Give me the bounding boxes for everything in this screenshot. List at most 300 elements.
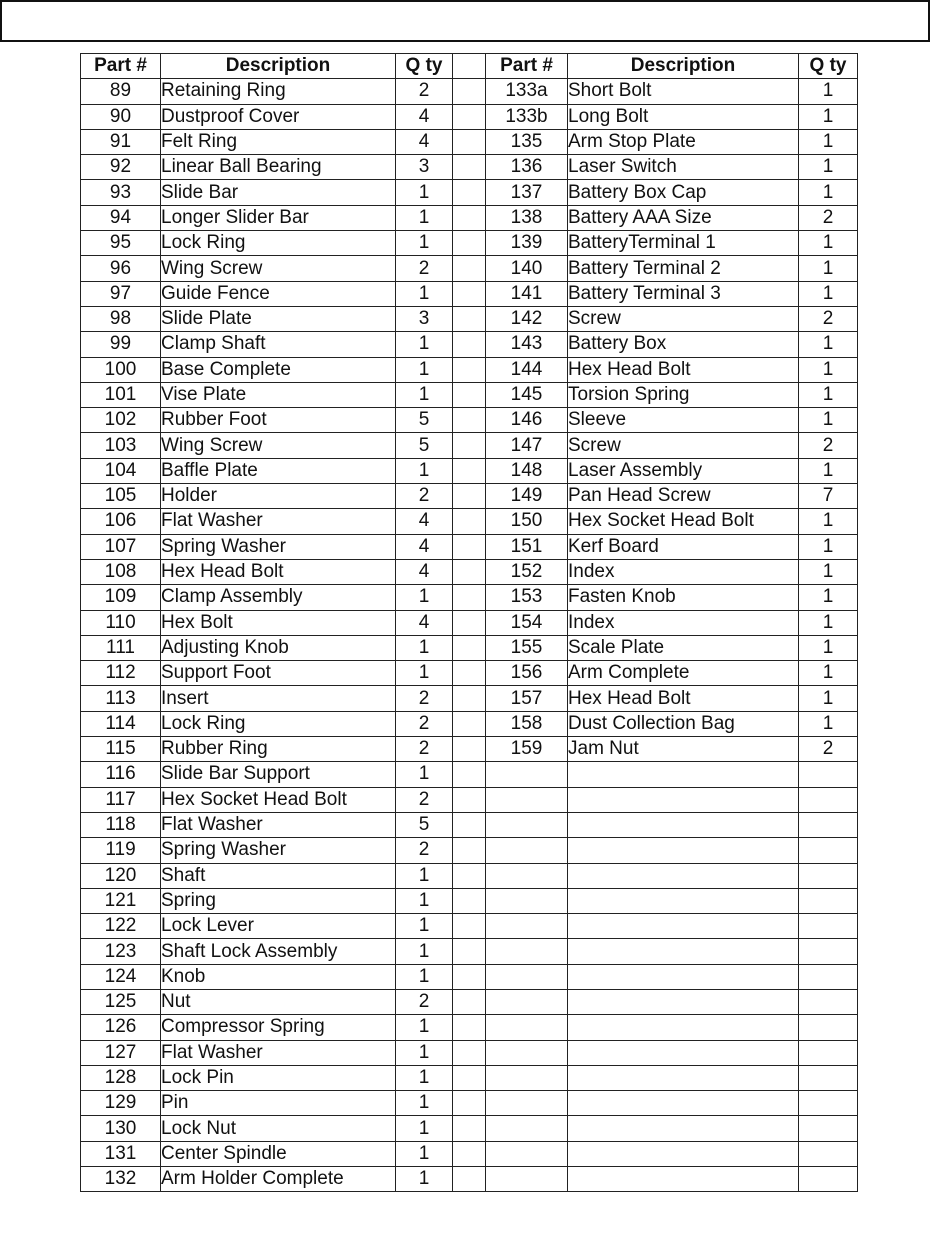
left-qty: 5 <box>396 433 453 458</box>
gap-cell <box>453 964 486 989</box>
right-description <box>568 888 799 913</box>
table-row <box>81 888 858 913</box>
gap-cell <box>453 1040 486 1065</box>
right-qty: 1 <box>799 104 858 129</box>
right-description: Dust Collection Bag <box>568 711 799 736</box>
left-description: Rubber Foot <box>161 408 396 433</box>
left-description: Clamp Shaft <box>161 332 396 357</box>
right-part-number: 139 <box>486 231 568 256</box>
left-description: Insert <box>161 686 396 711</box>
right-description: Battery Box Cap <box>568 180 799 205</box>
left-description: Spring <box>161 888 396 913</box>
left-description: Clamp Assembly <box>161 585 396 610</box>
gap-cell <box>453 509 486 534</box>
gap-cell <box>453 534 486 559</box>
left-description: Compressor Spring <box>161 1015 396 1040</box>
right-part-number: 147 <box>486 433 568 458</box>
left-qty: 1 <box>396 1116 453 1141</box>
left-part-number: 106 <box>81 509 161 534</box>
table-row <box>81 964 858 989</box>
left-description-header: Description <box>161 54 396 79</box>
left-part-number: 97 <box>81 281 161 306</box>
gap-cell <box>453 256 486 281</box>
right-description: Index <box>568 610 799 635</box>
left-part-number: 124 <box>81 964 161 989</box>
gap-cell <box>453 104 486 129</box>
right-qty: 1 <box>799 357 858 382</box>
left-qty: 1 <box>396 914 453 939</box>
right-description <box>568 1091 799 1116</box>
right-description <box>568 1015 799 1040</box>
right-qty <box>799 812 858 837</box>
gap-cell <box>453 205 486 230</box>
table-row <box>81 180 858 205</box>
left-part-number: 115 <box>81 737 161 762</box>
left-qty: 5 <box>396 812 453 837</box>
left-part-number: 111 <box>81 635 161 660</box>
left-qty: 5 <box>396 408 453 433</box>
gap-cell <box>453 129 486 154</box>
table-row <box>81 458 858 483</box>
left-description: Spring Washer <box>161 534 396 559</box>
right-description-header: Description <box>568 54 799 79</box>
table-row <box>81 382 858 407</box>
left-part-number: 104 <box>81 458 161 483</box>
gap-cell <box>453 812 486 837</box>
left-part-number: 108 <box>81 559 161 584</box>
left-part-number: 128 <box>81 1065 161 1090</box>
gap-cell <box>453 914 486 939</box>
right-description <box>568 1040 799 1065</box>
right-qty <box>799 787 858 812</box>
left-part-number: 130 <box>81 1116 161 1141</box>
table-row <box>81 1040 858 1065</box>
table-row <box>81 357 858 382</box>
right-qty: 2 <box>799 433 858 458</box>
right-qty <box>799 762 858 787</box>
left-description: Felt Ring <box>161 129 396 154</box>
right-qty: 1 <box>799 382 858 407</box>
left-part-number: 96 <box>81 256 161 281</box>
right-description: Scale Plate <box>568 635 799 660</box>
left-part-number: 113 <box>81 686 161 711</box>
left-part-header: Part # <box>81 54 161 79</box>
right-description: Hex Head Bolt <box>568 357 799 382</box>
right-description: Arm Stop Plate <box>568 129 799 154</box>
left-part-number: 112 <box>81 661 161 686</box>
table-row <box>81 914 858 939</box>
right-description: Hex Socket Head Bolt <box>568 509 799 534</box>
right-part-number <box>486 1141 568 1166</box>
left-qty: 1 <box>396 863 453 888</box>
table-row <box>81 838 858 863</box>
right-part-number: 137 <box>486 180 568 205</box>
table-row <box>81 1116 858 1141</box>
right-qty: 1 <box>799 408 858 433</box>
left-qty: 1 <box>396 888 453 913</box>
right-description <box>568 1116 799 1141</box>
table-row <box>81 661 858 686</box>
right-description: Index <box>568 559 799 584</box>
left-description: Hex Bolt <box>161 610 396 635</box>
right-description: Long Bolt <box>568 104 799 129</box>
table-row <box>81 559 858 584</box>
left-part-number: 93 <box>81 180 161 205</box>
left-part-number: 125 <box>81 989 161 1014</box>
left-part-number: 129 <box>81 1091 161 1116</box>
right-part-number: 154 <box>486 610 568 635</box>
gap-cell <box>453 458 486 483</box>
gap-cell <box>453 1141 486 1166</box>
gap-cell <box>453 989 486 1014</box>
right-part-number <box>486 1065 568 1090</box>
right-description <box>568 812 799 837</box>
table-row <box>81 484 858 509</box>
table-row <box>81 104 858 129</box>
table-row <box>81 939 858 964</box>
table-row <box>81 989 858 1014</box>
parts-list-table <box>80 53 858 1192</box>
gap-cell <box>453 155 486 180</box>
right-description: Pan Head Screw <box>568 484 799 509</box>
left-qty: 1 <box>396 1065 453 1090</box>
left-description: Hex Socket Head Bolt <box>161 787 396 812</box>
table-row <box>81 1167 858 1192</box>
left-qty: 4 <box>396 104 453 129</box>
left-description: Slide Plate <box>161 306 396 331</box>
left-description: Lock Nut <box>161 1116 396 1141</box>
left-part-number: 92 <box>81 155 161 180</box>
left-qty: 2 <box>396 787 453 812</box>
gap-cell <box>453 863 486 888</box>
left-part-number: 122 <box>81 914 161 939</box>
gap-cell <box>453 610 486 635</box>
right-description: Arm Complete <box>568 661 799 686</box>
right-part-number <box>486 1015 568 1040</box>
left-qty: 1 <box>396 661 453 686</box>
right-part-number <box>486 914 568 939</box>
right-qty <box>799 863 858 888</box>
table-header-row <box>81 54 858 79</box>
right-description <box>568 787 799 812</box>
left-description: Guide Fence <box>161 281 396 306</box>
left-description: Knob <box>161 964 396 989</box>
left-description: Spring Washer <box>161 838 396 863</box>
right-part-number: 142 <box>486 306 568 331</box>
right-qty: 1 <box>799 686 858 711</box>
right-qty <box>799 964 858 989</box>
right-part-number: 151 <box>486 534 568 559</box>
table-row <box>81 610 858 635</box>
left-qty: 3 <box>396 306 453 331</box>
gap-cell <box>453 1116 486 1141</box>
right-qty <box>799 888 858 913</box>
table-row <box>81 205 858 230</box>
right-part-number <box>486 762 568 787</box>
right-description: Screw <box>568 433 799 458</box>
left-description: Nut <box>161 989 396 1014</box>
right-part-number: 146 <box>486 408 568 433</box>
right-qty: 1 <box>799 79 858 104</box>
left-qty: 4 <box>396 610 453 635</box>
left-description: Longer Slider Bar <box>161 205 396 230</box>
table-row <box>81 1141 858 1166</box>
left-part-number: 121 <box>81 888 161 913</box>
left-qty: 1 <box>396 1091 453 1116</box>
right-part-number: 153 <box>486 585 568 610</box>
right-qty <box>799 1015 858 1040</box>
right-part-number: 150 <box>486 509 568 534</box>
right-qty <box>799 1040 858 1065</box>
right-part-number: 155 <box>486 635 568 660</box>
left-qty: 1 <box>396 357 453 382</box>
gap-cell <box>453 559 486 584</box>
left-part-number: 103 <box>81 433 161 458</box>
gap-cell <box>453 54 486 79</box>
left-description: Wing Screw <box>161 433 396 458</box>
right-qty-header: Q ty <box>799 54 858 79</box>
left-qty: 1 <box>396 231 453 256</box>
right-part-number: 136 <box>486 155 568 180</box>
left-description: Lock Ring <box>161 231 396 256</box>
left-part-number: 127 <box>81 1040 161 1065</box>
right-qty <box>799 939 858 964</box>
gap-cell <box>453 737 486 762</box>
left-part-number: 94 <box>81 205 161 230</box>
table-row <box>81 686 858 711</box>
right-part-number <box>486 964 568 989</box>
gap-cell <box>453 635 486 660</box>
right-part-number: 133b <box>486 104 568 129</box>
left-description: Pin <box>161 1091 396 1116</box>
left-qty: 2 <box>396 711 453 736</box>
right-qty: 2 <box>799 306 858 331</box>
left-part-number: 132 <box>81 1167 161 1192</box>
right-qty <box>799 914 858 939</box>
right-description: Battery Terminal 2 <box>568 256 799 281</box>
gap-cell <box>453 787 486 812</box>
left-description: Support Foot <box>161 661 396 686</box>
header-box <box>0 0 930 42</box>
left-qty: 1 <box>396 281 453 306</box>
right-description: Hex Head Bolt <box>568 686 799 711</box>
left-part-number: 120 <box>81 863 161 888</box>
table-row <box>81 711 858 736</box>
table-row <box>81 585 858 610</box>
left-qty: 4 <box>396 129 453 154</box>
right-qty: 1 <box>799 256 858 281</box>
left-description: Baffle Plate <box>161 458 396 483</box>
table-row <box>81 256 858 281</box>
right-part-number: 144 <box>486 357 568 382</box>
gap-cell <box>453 1065 486 1090</box>
right-part-number <box>486 1116 568 1141</box>
right-description <box>568 989 799 1014</box>
left-qty: 1 <box>396 1141 453 1166</box>
left-part-number: 131 <box>81 1141 161 1166</box>
right-description: Sleeve <box>568 408 799 433</box>
left-part-number: 114 <box>81 711 161 736</box>
left-qty: 1 <box>396 1015 453 1040</box>
left-description: Wing Screw <box>161 256 396 281</box>
right-part-number: 133a <box>486 79 568 104</box>
table-row <box>81 129 858 154</box>
gap-cell <box>453 306 486 331</box>
right-description: Jam Nut <box>568 737 799 762</box>
right-qty: 1 <box>799 661 858 686</box>
left-part-number: 91 <box>81 129 161 154</box>
right-part-number: 141 <box>486 281 568 306</box>
gap-cell <box>453 711 486 736</box>
table-row <box>81 1015 858 1040</box>
right-part-number <box>486 787 568 812</box>
left-part-number: 100 <box>81 357 161 382</box>
right-part-number: 148 <box>486 458 568 483</box>
left-qty: 1 <box>396 332 453 357</box>
left-qty-header: Q ty <box>396 54 453 79</box>
left-qty: 1 <box>396 180 453 205</box>
left-qty: 1 <box>396 585 453 610</box>
left-qty: 4 <box>396 534 453 559</box>
table-row <box>81 79 858 104</box>
table-row <box>81 155 858 180</box>
left-qty: 1 <box>396 458 453 483</box>
right-part-number <box>486 838 568 863</box>
table-row <box>81 1065 858 1090</box>
table-row <box>81 1091 858 1116</box>
right-description <box>568 964 799 989</box>
right-qty: 1 <box>799 129 858 154</box>
right-qty: 1 <box>799 281 858 306</box>
table-row <box>81 509 858 534</box>
table-row <box>81 281 858 306</box>
left-qty: 2 <box>396 737 453 762</box>
right-qty: 1 <box>799 534 858 559</box>
right-qty: 2 <box>799 205 858 230</box>
table-row <box>81 812 858 837</box>
left-qty: 2 <box>396 989 453 1014</box>
right-qty: 1 <box>799 610 858 635</box>
right-description: Battery Terminal 3 <box>568 281 799 306</box>
right-description: Laser Switch <box>568 155 799 180</box>
left-qty: 2 <box>396 838 453 863</box>
table-row <box>81 433 858 458</box>
left-part-number: 107 <box>81 534 161 559</box>
right-part-number <box>486 939 568 964</box>
left-description: Lock Ring <box>161 711 396 736</box>
left-part-number: 89 <box>81 79 161 104</box>
left-part-number: 95 <box>81 231 161 256</box>
right-qty: 7 <box>799 484 858 509</box>
right-part-number <box>486 989 568 1014</box>
gap-cell <box>453 332 486 357</box>
right-part-number: 149 <box>486 484 568 509</box>
gap-cell <box>453 180 486 205</box>
left-qty: 1 <box>396 635 453 660</box>
right-qty: 1 <box>799 711 858 736</box>
right-part-number: 158 <box>486 711 568 736</box>
right-description <box>568 838 799 863</box>
left-description: Linear Ball Bearing <box>161 155 396 180</box>
left-qty: 4 <box>396 559 453 584</box>
left-description: Arm Holder Complete <box>161 1167 396 1192</box>
left-description: Shaft Lock Assembly <box>161 939 396 964</box>
right-qty: 1 <box>799 635 858 660</box>
left-part-number: 118 <box>81 812 161 837</box>
gap-cell <box>453 888 486 913</box>
right-qty: 2 <box>799 737 858 762</box>
right-description: BatteryTerminal 1 <box>568 231 799 256</box>
left-description: Rubber Ring <box>161 737 396 762</box>
left-qty: 2 <box>396 686 453 711</box>
table-row <box>81 635 858 660</box>
right-part-number: 152 <box>486 559 568 584</box>
gap-cell <box>453 357 486 382</box>
left-description: Shaft <box>161 863 396 888</box>
left-qty: 2 <box>396 256 453 281</box>
left-description: Holder <box>161 484 396 509</box>
right-qty <box>799 989 858 1014</box>
gap-cell <box>453 1091 486 1116</box>
right-part-number: 135 <box>486 129 568 154</box>
left-part-number: 101 <box>81 382 161 407</box>
left-qty: 1 <box>396 205 453 230</box>
right-part-number: 143 <box>486 332 568 357</box>
gap-cell <box>453 281 486 306</box>
left-qty: 1 <box>396 382 453 407</box>
right-description: Short Bolt <box>568 79 799 104</box>
left-qty: 2 <box>396 79 453 104</box>
right-qty: 1 <box>799 559 858 584</box>
right-description <box>568 1141 799 1166</box>
right-part-number: 138 <box>486 205 568 230</box>
right-description <box>568 914 799 939</box>
left-qty: 1 <box>396 762 453 787</box>
left-description: Lock Pin <box>161 1065 396 1090</box>
table-row <box>81 408 858 433</box>
left-qty: 1 <box>396 964 453 989</box>
gap-cell <box>453 1167 486 1192</box>
table-row <box>81 762 858 787</box>
gap-cell <box>453 231 486 256</box>
left-description: Flat Washer <box>161 812 396 837</box>
gap-cell <box>453 433 486 458</box>
left-part-number: 123 <box>81 939 161 964</box>
left-description: Adjusting Knob <box>161 635 396 660</box>
left-part-number: 116 <box>81 762 161 787</box>
right-description <box>568 762 799 787</box>
left-description: Flat Washer <box>161 1040 396 1065</box>
right-description: Torsion Spring <box>568 382 799 407</box>
left-qty: 3 <box>396 155 453 180</box>
table-row <box>81 787 858 812</box>
table-row <box>81 231 858 256</box>
gap-cell <box>453 382 486 407</box>
left-qty: 4 <box>396 509 453 534</box>
right-part-number <box>486 863 568 888</box>
left-description: Lock Lever <box>161 914 396 939</box>
right-description: Laser Assembly <box>568 458 799 483</box>
right-qty: 1 <box>799 585 858 610</box>
left-qty: 1 <box>396 1167 453 1192</box>
right-qty: 1 <box>799 231 858 256</box>
right-description <box>568 1065 799 1090</box>
left-description: Center Spindle <box>161 1141 396 1166</box>
right-part-number: 145 <box>486 382 568 407</box>
gap-cell <box>453 79 486 104</box>
table-row <box>81 863 858 888</box>
right-part-number: 140 <box>486 256 568 281</box>
